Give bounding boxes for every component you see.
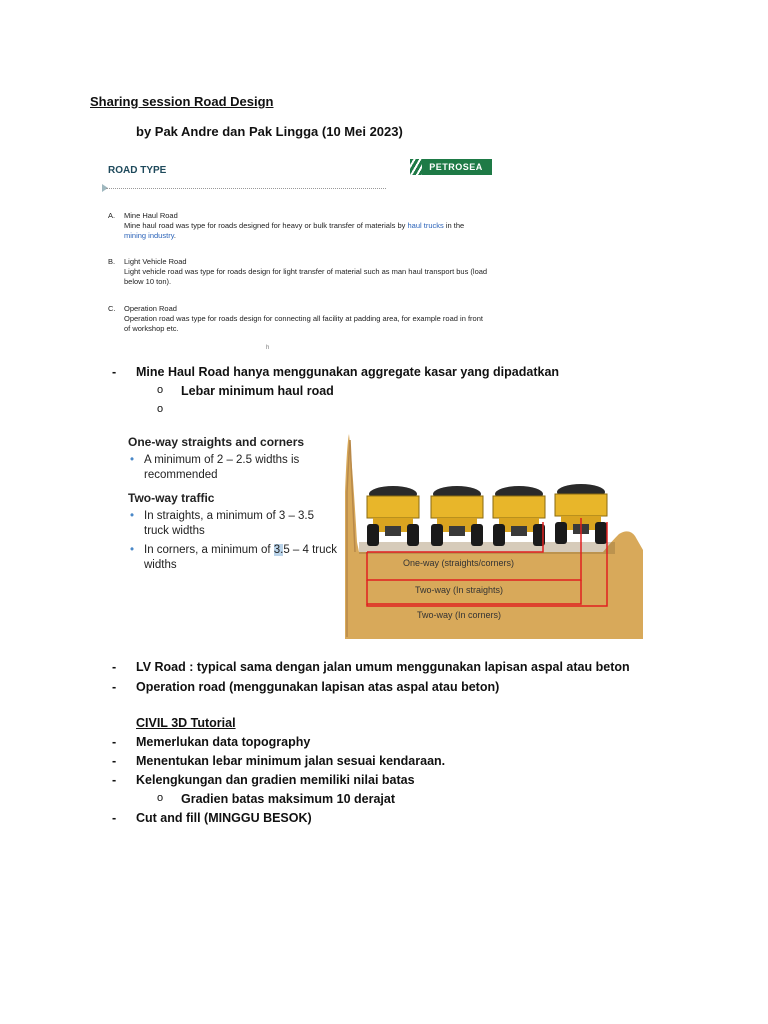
bullet-dot-icon: • xyxy=(130,544,135,556)
logo-stripes-icon xyxy=(410,159,422,175)
bullet-mine-haul xyxy=(112,365,672,383)
item-name: Light Vehicle Road xyxy=(124,257,187,266)
item-letter: A. xyxy=(108,211,116,220)
bullet-text: Mine Haul Road hanya menggunakan aggregate kasar yang dipadatkan xyxy=(136,365,560,379)
slide-title: ROAD TYPE xyxy=(108,165,167,176)
bullet-text: In straights, a minimum of 3 – 3.5 truck widths xyxy=(144,510,315,537)
dotted-divider xyxy=(106,188,386,189)
label-oneway: One-way (straights/corners) xyxy=(403,558,515,568)
bullet-dash: - xyxy=(112,754,117,768)
bullet-text: Operation road (menggunakan lapisan atas aspal atau beton) xyxy=(136,680,500,694)
label-twoway-corner: Two-way (In corners) xyxy=(417,610,502,620)
haul-width-text xyxy=(128,435,338,573)
bullet-dash: - xyxy=(112,365,117,379)
petrosea-logo xyxy=(420,159,492,175)
civil-item-1 xyxy=(112,735,712,753)
mining-industry-link[interactable]: mining industry xyxy=(124,231,174,240)
haul-trucks-illustration xyxy=(343,432,643,639)
item-desc: Operation road was type for roads design for connecting all facility at padding area, for example road in front of workshop etc. xyxy=(124,314,483,333)
item-letter: B. xyxy=(108,257,116,266)
civil3d-heading: CIVIL 3D Tutorial xyxy=(136,716,236,730)
civil-item-3 xyxy=(112,773,712,791)
bullet-text: Menentukan lebar minimum jalan sesuai kendaraan. xyxy=(136,754,446,768)
bullet-operation-road xyxy=(112,680,712,698)
trucks-diagram xyxy=(343,432,643,639)
item-desc: Light vehicle road was type for roads design for light transfer of material such as man haul transport bus (load below 10 ton). xyxy=(124,267,488,286)
sub-bullet-empty xyxy=(157,403,557,421)
label-twoway-straight: Two-way (In straights) xyxy=(415,585,504,595)
bullet-text: Memerlukan data topography xyxy=(136,735,311,749)
twoway-straight-bullet xyxy=(128,509,338,539)
bullet-text: 5 – 4 truck widths xyxy=(144,544,338,571)
civil-item-4 xyxy=(112,811,712,829)
sub-bullet-text: Lebar minimum haul road xyxy=(181,384,334,398)
bullet-dot-icon: • xyxy=(130,454,135,466)
bullet-dash: - xyxy=(112,811,117,825)
item-desc: in the xyxy=(443,221,465,230)
logo-text: PETROSEA xyxy=(429,162,483,172)
item-desc: Mine haul road was type for roads designed for heavy or bulk transfer of materials by xyxy=(124,221,408,230)
twoway-heading xyxy=(128,491,338,505)
bullet-dot-icon: • xyxy=(130,510,135,522)
stray-mark: h xyxy=(266,345,270,351)
sub-bullet-lebar xyxy=(157,384,557,402)
item-name: Operation Road xyxy=(124,304,177,313)
civil-sub-item xyxy=(157,792,557,810)
oneway-heading: One-way straights and corners xyxy=(128,435,305,449)
bullet-dash: - xyxy=(112,680,117,694)
document-title: Sharing session Road Design xyxy=(90,94,274,109)
road-type-item-a xyxy=(108,211,488,241)
item-desc: . xyxy=(173,231,176,240)
bullet-text: A minimum of 2 – 2.5 widths is recommended xyxy=(144,454,300,481)
civil-item-2 xyxy=(112,754,712,772)
bullet-dash: - xyxy=(112,773,117,787)
oneway-bullet xyxy=(128,453,338,483)
item-name: Mine Haul Road xyxy=(124,211,178,220)
road-type-slide xyxy=(92,155,492,355)
sub-bullet-marker: o xyxy=(157,792,164,804)
bullet-text: Kelengkungan dan gradien memiliki nilai batas xyxy=(136,773,415,787)
sub-bullet-marker: o xyxy=(157,384,164,396)
sub-bullet-marker: o xyxy=(157,403,164,415)
heading-part: traffic xyxy=(181,491,215,505)
road-type-item-c xyxy=(108,304,488,334)
bullet-text: LV Road : typical sama dengan jalan umum menggunakan lapisan aspal atau beton xyxy=(136,660,630,674)
twoway-corner-bullet xyxy=(128,543,338,573)
item-letter: C. xyxy=(108,304,116,313)
bullet-lv-road xyxy=(112,660,712,678)
bullet-text: In corners, a minimum of xyxy=(144,544,274,556)
heading-part: Two-way xyxy=(128,491,182,505)
byline: by Pak Andre dan Pak Lingga (10 Mei 2023) xyxy=(136,124,403,139)
highlighted-text: 3. xyxy=(273,544,284,556)
bullet-dash: - xyxy=(112,735,117,749)
bullet-text: Cut and fill (MINGGU BESOK) xyxy=(136,811,312,825)
bullet-dash: - xyxy=(112,660,117,674)
sub-bullet-text: Gradien batas maksimum 10 derajat xyxy=(181,792,395,806)
haul-trucks-link[interactable]: haul trucks xyxy=(407,221,444,230)
road-type-item-b xyxy=(108,257,488,287)
